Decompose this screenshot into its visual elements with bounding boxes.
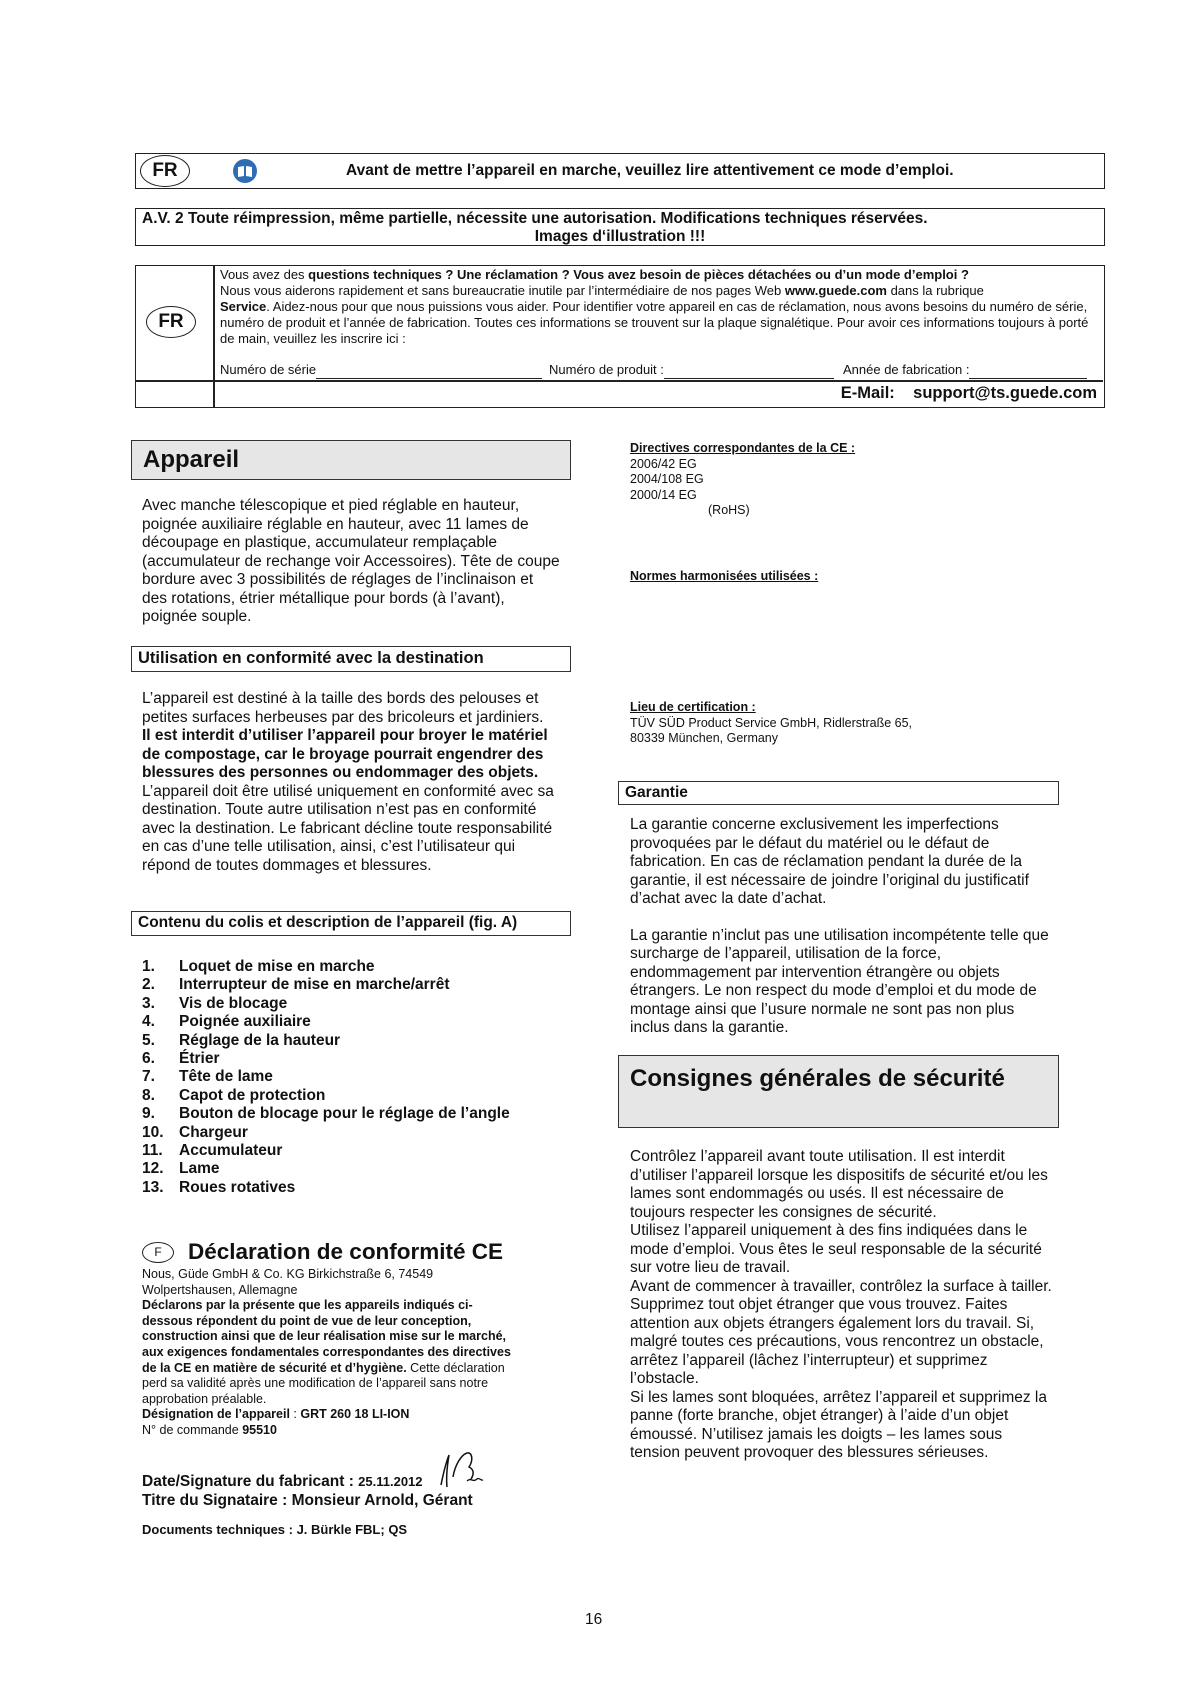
parts-item-label: Interrupteur de mise en marche/arrêt [179, 976, 450, 994]
parts-item-number: 4. [142, 1013, 155, 1031]
parts-list-item [142, 976, 582, 994]
parts-item-label: Chargeur [179, 1123, 248, 1141]
parts-list-item [142, 995, 582, 1013]
product-field: Numéro de produit : [549, 362, 834, 379]
directives-block [630, 441, 1050, 519]
page-number: 16 [585, 1611, 603, 1628]
parts-item-number: 13. [142, 1178, 164, 1196]
parts-list-item [142, 1032, 582, 1050]
parts-list-item [142, 1087, 582, 1105]
section-utilisation-title: Utilisation en conformité avec la destination [131, 646, 571, 672]
consignes-text: Contrôlez l’appareil avant toute utilisation. Il est interdit d’utiliser l’appareil lorsque les dispositifs de sécurité et/ou les lames sont endommagés ou usés. Il est nécessaire de toujours respecter les consignes de sécurité. Utilisez l’appareil uniquement à des fins indiquées dans le mode d’emploi. Vous êtes le seul responsable de la sécurité sur votre lieu de travail. Avant de commencer à travailler, contrôlez la surface à tailler. Supprimez tout objet étranger que vous trouvez. Faites attention aux objets étrangers également lors du travail. Si, malgré toutes ces précautions, vous rencontrez un obstacle, arrêtez l’appareil (lâchez l’interrupteur) et supprimez l’obstacle. Si les lames sont bloquées, arrêtez l’appareil et supprimez la panne (forte branche, objet étranger) à l’aide d’un objet émoussé. N’utilisez jamais les doigts – les lames sous tension peuvent provoquer des blessures sérieuses. [630, 1148, 1052, 1461]
service-text: Vous avez des questions techniques ? Une réclamation ? Vous avez besoin de pièces détachées ou d’un mode d’emploi ? Nous vous aiderons rapidement et sans bureaucratie inutile par l’intermédiaire de nos pages Web www.guede.com dans la rubrique Service. Aidez-nous pour que nous puissions vous aider. Pour identifier votre appareil en cas de réclamation, nous avons besoins du numéro de série, numéro de produit et l’année de fabrication. Toutes ces informations se trouvent sur la plaque signalétique. Pour avoir ces informations toujours à porté de main, veuillez les inscrire ici : [220, 267, 1089, 346]
declaration-body: Nous, Güde GmbH & Co. KG Birkichstraße 6, 74549 Wolpertshausen, Allemagne Déclarons par la présente que les appareils indiqués ci-dessous répondent du point de vue de leur conception, construction ainsi que de leur réalisation mise sur le marché, aux exigences fondamentales correspondantes des directives de la CE en matière de sécurité et d’hygiène. Cette déclaration perd sa validité après une modification de l’appareil sans notre approbation préalable. Désignation de l’appareil : GRT 260 18 LI-ION N° de commande 95510 [142, 1267, 511, 1437]
directives-list [630, 457, 1050, 504]
reprint-line1: A.V. 2 Toute réimpression, même partielle, nécessite une autorisation. Modifications techniques réservées. [142, 210, 928, 227]
parts-list-item [142, 1050, 582, 1068]
parts-list-item [142, 1160, 582, 1178]
email-row: E-Mail: support@ts.guede.com [840, 384, 1097, 402]
parts-item-label: Lame [179, 1160, 220, 1178]
section-consignes-title: Consignes générales de sécurité [618, 1055, 1059, 1128]
parts-item-number: 1. [142, 958, 155, 975]
parts-item-number: 8. [142, 1086, 155, 1104]
parts-item-number: 7. [142, 1068, 155, 1086]
support-email[interactable]: support@ts.guede.com [913, 384, 1097, 402]
garantie-text: La garantie concerne exclusivement les imperfections provoquées par le défaut du matériel ou le défaut de fabrication. En cas de réclamation pendant la durée de la garantie, il est nécessaire de joindre l’original du justificatif d’achat avec la date d’achat. La garantie n’inclut pas une utilisation incompétente telle que surcharge de l’appareil, utilisation de la force, endommagement par intervention étrangère ou objets étrangers. Le non respect du mode d’emploi et du mode de montage ainsi que l’usure normale ne sont pas non plus inclus dans la garantie. [630, 816, 1049, 1036]
parts-item-label: Accumulateur [179, 1142, 283, 1160]
signature-image [437, 1447, 485, 1489]
declaration-badge: F [142, 1242, 174, 1263]
parts-list-item [142, 1013, 582, 1031]
parts-item-label: Loquet de mise en marche [179, 958, 375, 975]
utilisation-text: L’appareil est destiné à la taille des bords des pelouses et petites surfaces herbeuses par des bricoleurs et jardiniers. Il est interdit d’utiliser l’appareil pour broyer le matériel de compostage, car le broyage pourrait engendrer des blessures des personnes ou endommager des objets. L’appareil doit être utilisé uniquement en conformité avec sa destination. Toute autre utilisation n’est pas en conformité avec la destination. Le fabricant décline toute responsabilité en cas d’une telle utilisation, ainsi, c’est l’utilisateur qui répond de toutes dommages et blessures. [142, 690, 554, 874]
directive-item: 2000/14 EG [630, 487, 697, 502]
parts-list-item [142, 958, 582, 976]
reprint-line2: Images d‘illustration !!! [534, 228, 706, 245]
parts-item-number: 9. [142, 1105, 155, 1123]
parts-list [142, 958, 582, 1197]
signatory: Titre du Signataire : Monsieur Arnold, Gérant [142, 1492, 473, 1509]
date-signature: Date/Signature du fabricant : 25.11.2012 [142, 1473, 423, 1490]
directive-item: 2004/108 EG [630, 472, 704, 487]
section-garantie-title: Garantie [618, 781, 1059, 805]
read-manual-box [135, 153, 1105, 189]
parts-item-label: Bouton de blocage pour le réglage de l’angle [179, 1105, 510, 1123]
normes-title: Normes harmonisées utilisées : [630, 569, 819, 583]
declaration-heading [142, 1238, 542, 1266]
parts-list-item [142, 1124, 582, 1142]
section-appareil-title: Appareil [131, 440, 571, 480]
service-box [135, 265, 1105, 408]
year-field: Année de fabrication : [843, 362, 1087, 379]
parts-item-number: 11. [142, 1142, 163, 1160]
parts-item-number: 3. [142, 994, 155, 1012]
book-icon [232, 159, 258, 183]
parts-item-number: 2. [142, 976, 155, 994]
parts-item-number: 6. [142, 1050, 155, 1068]
parts-item-label: Réglage de la hauteur [179, 1031, 341, 1049]
service-divider-h [136, 380, 1103, 382]
read-manual-text: Avant de mettre l’appareil en marche, veuillez lire attentivement ce mode d’emploi. [346, 162, 954, 179]
service-divider-v [213, 266, 215, 407]
parts-item-number: 12. [142, 1160, 164, 1178]
parts-item-label: Vis de blocage [179, 994, 288, 1012]
technical-docs: Documents techniques : J. Bürkle FBL; QS [142, 1522, 408, 1537]
parts-list-item [142, 1142, 582, 1160]
parts-item-label: Capot de protection [179, 1086, 326, 1104]
reprint-notice [135, 208, 1105, 246]
parts-item-number: 5. [142, 1031, 155, 1049]
rohs-label: (RoHS) [708, 503, 750, 518]
parts-list-item [142, 1105, 582, 1123]
section-contenu-title: Contenu du colis et description de l’appareil (fig. A) [131, 911, 571, 936]
parts-list-item [142, 1179, 582, 1197]
parts-list-item [142, 1068, 582, 1086]
declaration-block [142, 1238, 542, 1439]
parts-item-label: Étrier [179, 1050, 220, 1068]
parts-item-label: Poignée auxiliaire [179, 1013, 311, 1031]
serial-field: Numéro de série [220, 362, 542, 379]
declaration-title: Déclaration de conformité CE [188, 1239, 504, 1264]
directives-title: Directives correspondantes de la CE : [630, 441, 856, 455]
parts-item-label: Roues rotatives [179, 1178, 296, 1196]
parts-item-label: Tête de lame [179, 1068, 273, 1086]
lieu-block: Lieu de certification : TÜV SÜD Product Service GmbH, Ridlerstraße 65, 80339 München, Germany [630, 700, 1050, 747]
lieu-title: Lieu de certification : [630, 700, 756, 714]
parts-item-number: 10. [142, 1123, 164, 1141]
service-lang-badge: FR [146, 306, 196, 338]
lang-badge: FR [140, 155, 190, 187]
appareil-text: Avec manche télescopique et pied réglable en hauteur, poignée auxiliaire réglable en hauteur, avec 11 lames de découpage en plastique, accumulateur remplaçable (accumulateur de rechange voir Accessoires). Tête de coupe bordure avec 3 possibilités de réglages de l’inclinaison et des rotations, étrier métallique pour bords (à l’avant), poignée souple. [142, 497, 560, 625]
directive-item: 2006/42 EG [630, 456, 697, 471]
